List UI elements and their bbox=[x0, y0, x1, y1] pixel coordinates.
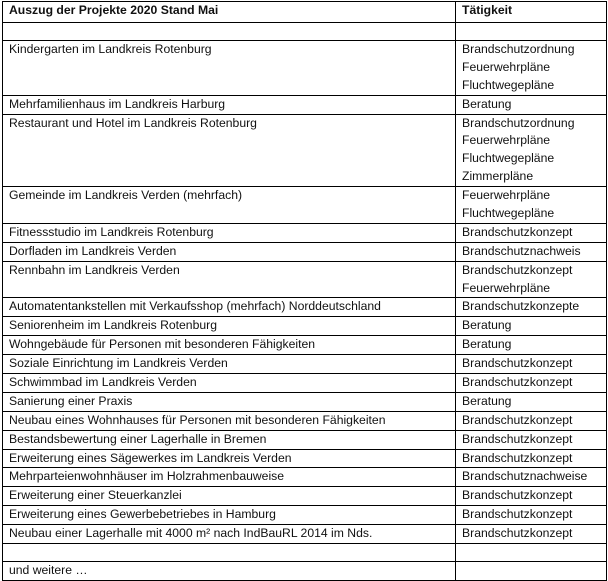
project-name: Rennbahn im Landkreis Verden bbox=[9, 262, 180, 277]
activity-item: Brandschutzordnung bbox=[462, 42, 575, 56]
activity-item: Feuerwehrpläne bbox=[462, 188, 551, 203]
project-cell bbox=[3, 355, 456, 374]
activity-cell bbox=[456, 223, 607, 242]
activity-cell bbox=[456, 487, 607, 506]
project-name: Schwimmbad im Landkreis Verden bbox=[9, 375, 197, 390]
project-cell bbox=[3, 449, 456, 468]
activity-cell bbox=[456, 506, 607, 525]
table-row bbox=[3, 336, 607, 355]
activity-item: Brandschutzkonzept bbox=[462, 375, 573, 390]
table-row bbox=[3, 544, 607, 562]
project-name: Dorfladen im Landkreis Verden bbox=[9, 243, 177, 258]
project-cell bbox=[3, 544, 456, 562]
activity-item: Brandschutzkonzepte bbox=[462, 299, 580, 314]
project-name: Restaurant und Hotel im Landkreis Rotenburg bbox=[9, 115, 257, 130]
table-row bbox=[3, 41, 607, 96]
activity-cell bbox=[456, 187, 607, 224]
activity-item: Brandschutzkonzept bbox=[462, 431, 573, 446]
activity-item: Fluchtwegepläne bbox=[462, 151, 555, 166]
header-activity: Tätigkeit bbox=[456, 2, 607, 23]
activity-cell bbox=[456, 23, 607, 41]
project-name: Automatentankstellen mit Verkaufsshop (mehrfach) Norddeutschland bbox=[9, 299, 381, 314]
table-row bbox=[3, 392, 607, 411]
activity-item: Feuerwehrpläne bbox=[462, 59, 551, 74]
table-row bbox=[3, 411, 607, 430]
activity-cell bbox=[456, 355, 607, 374]
activity-item: Brandschutznachweise bbox=[462, 469, 588, 484]
activity-cell bbox=[456, 430, 607, 449]
activity-cell bbox=[456, 411, 607, 430]
project-cell bbox=[3, 223, 456, 242]
activity-item: Brandschutzkonzept bbox=[462, 488, 573, 503]
table-body bbox=[3, 23, 607, 581]
table-row bbox=[3, 261, 607, 298]
project-cell bbox=[3, 114, 456, 187]
project-name: Mehrfamilienhaus im Landkreis Harburg bbox=[9, 96, 226, 111]
table-row bbox=[3, 23, 607, 41]
project-cell bbox=[3, 487, 456, 506]
activity-item: Feuerwehrpläne bbox=[462, 280, 551, 295]
project-cell bbox=[3, 187, 456, 224]
table-row bbox=[3, 506, 607, 525]
project-name: und weitere … bbox=[9, 563, 88, 578]
project-name: Fitnessstudio im Landkreis Rotenburg bbox=[9, 224, 214, 239]
header-row bbox=[3, 2, 607, 23]
project-cell bbox=[3, 430, 456, 449]
header-project: Auszug der Projekte 2020 Stand Mai bbox=[3, 2, 456, 23]
project-name: Neubau einer Lagerhalle mit 4000 m² nach IndBauRL 2014 im Nds. bbox=[9, 526, 373, 541]
activity-cell bbox=[456, 95, 607, 114]
project-name: Seniorenheim im Landkreis Rotenburg bbox=[9, 318, 217, 333]
table-row bbox=[3, 355, 607, 374]
table-row bbox=[3, 525, 607, 544]
activity-item: Brandschutzkonzept bbox=[462, 356, 573, 371]
activity-cell bbox=[456, 261, 607, 298]
activity-item: Beratung bbox=[462, 393, 512, 408]
project-name: Kindergarten im Landkreis Rotenburg bbox=[9, 42, 212, 56]
activity-item: Beratung bbox=[462, 318, 512, 333]
activity-cell bbox=[456, 562, 607, 581]
activity-item bbox=[462, 544, 600, 559]
table-row bbox=[3, 562, 607, 581]
table-row bbox=[3, 449, 607, 468]
activity-item: Beratung bbox=[462, 337, 512, 352]
activity-item: Fluchtwegepläne bbox=[462, 206, 555, 221]
activity-cell bbox=[456, 336, 607, 355]
table-row bbox=[3, 298, 607, 317]
activity-cell bbox=[456, 317, 607, 336]
activity-item: Brandschutzkonzept bbox=[462, 450, 573, 465]
table-row bbox=[3, 317, 607, 336]
activity-item bbox=[462, 23, 600, 38]
project-cell bbox=[3, 506, 456, 525]
project-name bbox=[9, 544, 449, 559]
activity-item: Fluchtwegepläne bbox=[462, 77, 555, 92]
activity-item: Brandschutzkonzept bbox=[462, 224, 573, 239]
project-name: Erweiterung einer Steuerkanzlei bbox=[9, 488, 182, 503]
project-cell bbox=[3, 468, 456, 487]
activity-cell bbox=[456, 525, 607, 544]
activity-cell bbox=[456, 114, 607, 187]
project-cell bbox=[3, 298, 456, 317]
table-row bbox=[3, 95, 607, 114]
project-name bbox=[9, 23, 449, 38]
activity-item: Feuerwehrpläne bbox=[462, 133, 551, 148]
table-row bbox=[3, 242, 607, 261]
activity-cell bbox=[456, 544, 607, 562]
project-name: Bestandsbewertung einer Lagerhalle in Bremen bbox=[9, 431, 267, 446]
project-cell bbox=[3, 41, 456, 96]
project-name: Soziale Einrichtung im Landkreis Verden bbox=[9, 356, 228, 371]
activity-cell bbox=[456, 298, 607, 317]
project-name: Gemeinde im Landkreis Verden (mehrfach) bbox=[9, 188, 243, 203]
activity-cell bbox=[456, 374, 607, 393]
projects-table bbox=[2, 1, 607, 581]
table-row bbox=[3, 223, 607, 242]
project-name: Erweiterung eines Sägewerkes im Landkreis Verden bbox=[9, 450, 292, 465]
activity-item: Brandschutznachweis bbox=[462, 243, 581, 258]
project-cell bbox=[3, 525, 456, 544]
project-cell bbox=[3, 95, 456, 114]
activity-cell bbox=[456, 449, 607, 468]
project-name: Erweiterung eines Gewerbebetriebes in Hamburg bbox=[9, 507, 276, 522]
activity-cell bbox=[456, 41, 607, 96]
project-name: Mehrparteienwohnhäuser im Holzrahmenbauweise bbox=[9, 469, 285, 484]
table-row bbox=[3, 468, 607, 487]
activity-item: Brandschutzkonzept bbox=[462, 412, 573, 427]
table-row bbox=[3, 487, 607, 506]
project-cell bbox=[3, 242, 456, 261]
project-cell bbox=[3, 374, 456, 393]
table-row bbox=[3, 430, 607, 449]
project-cell bbox=[3, 23, 456, 41]
project-cell bbox=[3, 392, 456, 411]
project-cell bbox=[3, 336, 456, 355]
table-row bbox=[3, 114, 607, 187]
project-name: Sanierung einer Praxis bbox=[9, 393, 133, 408]
project-cell bbox=[3, 562, 456, 581]
activity-item: Brandschutzkonzept bbox=[462, 526, 573, 541]
activity-item: Brandschutzkonzept bbox=[462, 507, 573, 522]
project-cell bbox=[3, 411, 456, 430]
table-row bbox=[3, 374, 607, 393]
activity-cell bbox=[456, 242, 607, 261]
activity-item: Brandschutzordnung bbox=[462, 115, 575, 130]
activity-item bbox=[462, 562, 600, 580]
project-name: Neubau eines Wohnhauses für Personen mit besonderen Fähigkeiten bbox=[9, 412, 386, 427]
project-cell bbox=[3, 261, 456, 298]
activity-item: Zimmerpläne bbox=[462, 169, 534, 184]
activity-item: Brandschutzkonzept bbox=[462, 262, 573, 277]
activity-item: Beratung bbox=[462, 96, 512, 111]
activity-cell bbox=[456, 468, 607, 487]
activity-cell bbox=[456, 392, 607, 411]
project-cell bbox=[3, 317, 456, 336]
table-row bbox=[3, 187, 607, 224]
project-name: Wohngebäude für Personen mit besonderen Fähigkeiten bbox=[9, 337, 316, 352]
